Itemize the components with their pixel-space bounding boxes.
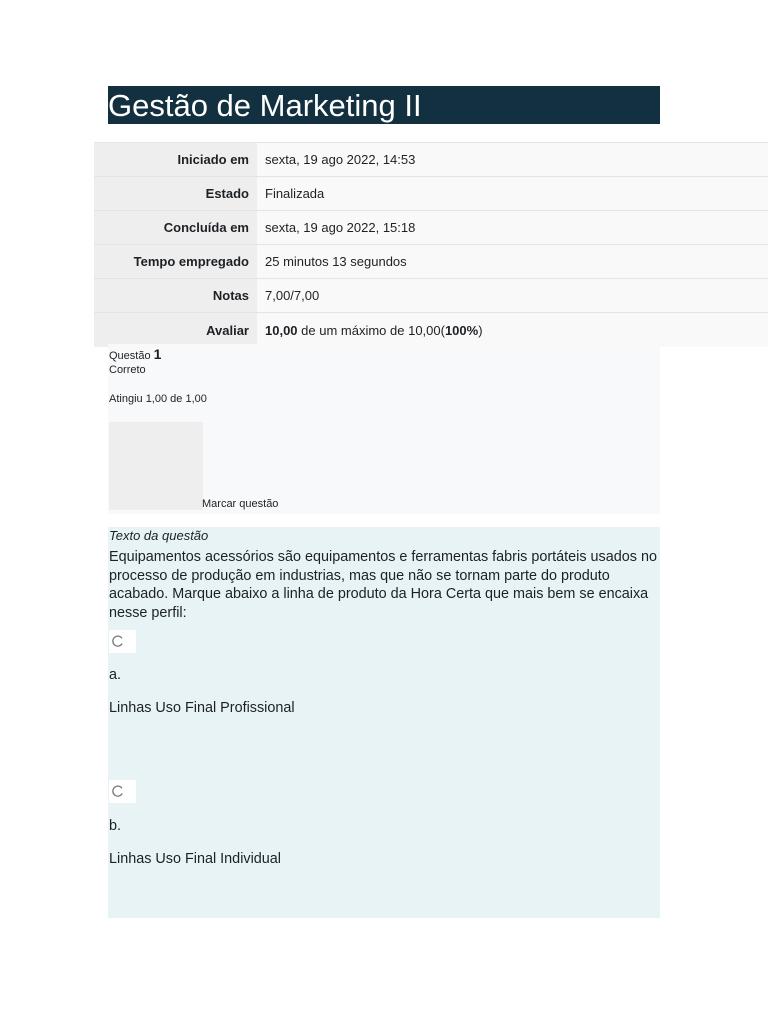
- summary-value: Finalizada: [257, 177, 768, 211]
- attempt-summary-table: [94, 142, 768, 347]
- summary-label: Avaliar: [94, 313, 257, 348]
- summary-label: Notas: [94, 279, 257, 313]
- question-info-panel: [108, 344, 660, 514]
- radio-unchecked-icon: [112, 635, 124, 647]
- summary-row-marks: [94, 279, 768, 313]
- summary-value: sexta, 19 ago 2022, 14:53: [257, 143, 768, 177]
- question-grade: Atingiu 1,00 de 1,00: [109, 393, 207, 405]
- flag-question-toggle[interactable]: [109, 422, 203, 510]
- question-number-value: 1: [153, 346, 162, 362]
- summary-row-state: [94, 177, 768, 211]
- flag-question-label[interactable]: Marcar questão: [202, 498, 279, 510]
- summary-value: sexta, 19 ago 2022, 15:18: [257, 211, 768, 245]
- answer-text-b[interactable]: Linhas Uso Final Individual: [109, 851, 281, 867]
- grade-middle: de um máximo de 10,00(: [297, 322, 445, 338]
- answer-radio-b[interactable]: [109, 780, 136, 803]
- summary-value: 7,00/7,00: [257, 279, 768, 313]
- summary-row-started: [94, 143, 768, 177]
- answer-letter-b: b.: [109, 818, 122, 834]
- question-number: [109, 346, 161, 362]
- summary-row-time-taken: [94, 245, 768, 279]
- question-text-label: Texto da questão: [109, 528, 209, 543]
- summary-row-completed: [94, 211, 768, 245]
- question-state: Correto: [109, 364, 146, 376]
- grade-value: [257, 313, 768, 348]
- grade-score: 10,00: [265, 322, 298, 338]
- summary-label: Tempo empregado: [94, 245, 257, 279]
- summary-label: Iniciado em: [94, 143, 257, 177]
- radio-unchecked-icon: [112, 785, 124, 797]
- page-title: Gestão de Marketing II: [108, 86, 660, 124]
- summary-label: Estado: [94, 177, 257, 211]
- grade-percent: 100%: [444, 322, 479, 338]
- summary-value: 25 minutos 13 segundos: [257, 245, 768, 279]
- summary-label: Concluída em: [94, 211, 257, 245]
- grade-end: ): [478, 322, 483, 338]
- summary-row-grade: [94, 313, 768, 348]
- question-formulation: [108, 527, 660, 918]
- answer-letter-a: a.: [109, 667, 122, 683]
- question-prefix: Questão: [109, 350, 151, 362]
- question-text: Equipamentos acessórios são equipamentos e ferramentas fabris portáteis usados no processo de produção em industrias, mas que não se tornam parte do produto acabado. Marque abaixo a linha de produto da Hora Certa que mais bem se encaixa nesse perfil:: [109, 549, 657, 621]
- answer-radio-a[interactable]: [109, 630, 136, 653]
- answer-text-a[interactable]: Linhas Uso Final Profissional: [109, 700, 295, 716]
